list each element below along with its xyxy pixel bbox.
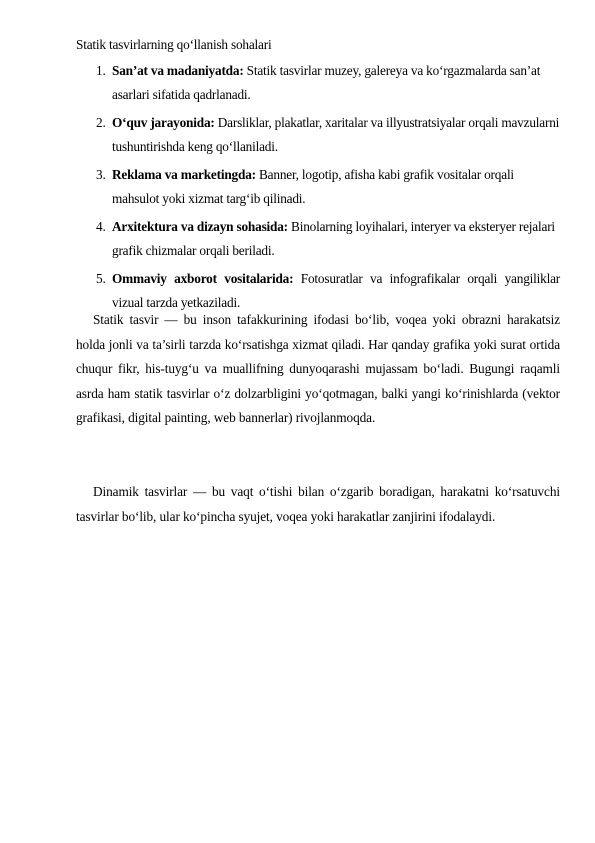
list-item <box>76 215 560 263</box>
section-heading: Statik tasvirlarning qo‘llanish sohalari <box>76 37 272 52</box>
list-number: 5. <box>96 271 106 286</box>
list-term: San’at va madaniyatda: <box>112 63 244 78</box>
list-text: Binolarning loyihalari, interyer va eksteryer rejalari grafik chizmalar orqali beriladi. <box>112 219 555 258</box>
list-number: 1. <box>96 63 106 78</box>
paragraph-text: Statik tasvir — bu inson tafakkurining ifodasi bo‘lib, voqea yoki obrazni harakatsiz holda jonli va ta’sirli tarzda ko‘rsatishga xizmat qiladi. Har qanday grafika yoki surat ortida chuqur fikr, his-tuyg‘u va muallifning dunyoqarashi mujassam bo‘ladi. Bugungi raqamli asrda ham statik tasvirlar o‘z dolzarbligini yo‘qotmagan, balki yangi ko‘rinishlarda (vektor grafikasi, digital painting, web bannerlar) rivojlanmoqda. <box>76 312 560 425</box>
list-number: 4. <box>96 219 106 234</box>
list-text: Banner, logotip, afisha kabi grafik vositalar orqali mahsulot yoki xizmat targ‘ib qilinadi. <box>112 167 514 206</box>
list-term: Arxitektura va dizayn sohasida: <box>112 219 288 234</box>
usage-list <box>76 59 560 319</box>
list-number: 3. <box>96 167 106 182</box>
list-text: Darsliklar, plakatlar, xaritalar va illyustratsiyalar orqali mavzularni tushuntirishda keng qo‘llaniladi. <box>112 115 560 154</box>
list-number: 2. <box>96 115 106 130</box>
list-term: Reklama va marketingda: <box>112 167 256 182</box>
list-item <box>76 111 560 159</box>
list-text: Fotosuratlar va infografikalar orqali yangiliklar vizual tarzda yetkaziladi. <box>112 271 560 310</box>
list-text: Statik tasvirlar muzey, galereya va ko‘rgazmalarda san’at asarlari sifatida qadrlanadi. <box>112 63 541 102</box>
body-paragraph <box>76 308 560 430</box>
list-term: Ommaviy axborot vositalarida: <box>112 271 294 286</box>
paragraph-text: Dinamik tasvirlar — bu vaqt o‘tishi bilan o‘zgarib boradigan, harakatni ko‘rsatuvchi tasvirlar bo‘lib, ular ko‘pincha syujet, voqea yoki harakatlar zanjirini ifodalaydi. <box>76 484 560 524</box>
list-term: O‘quv jarayonida: <box>112 115 215 130</box>
list-item <box>76 163 560 211</box>
body-paragraph <box>76 480 560 529</box>
list-item <box>76 59 560 107</box>
